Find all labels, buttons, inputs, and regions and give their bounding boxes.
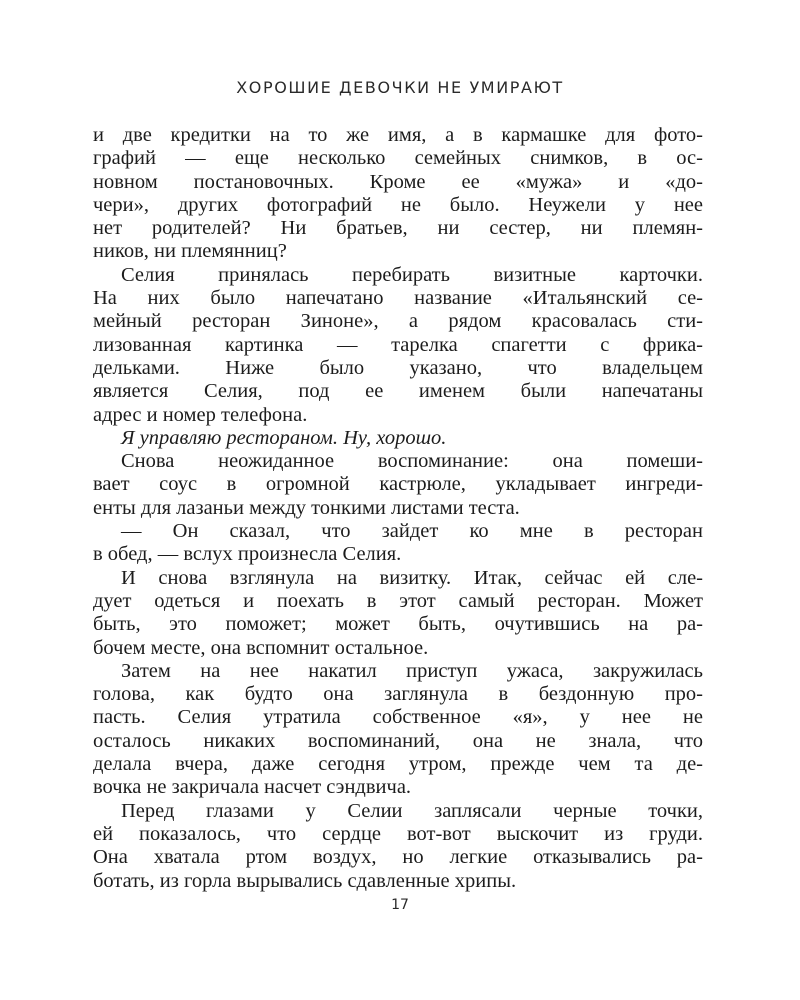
text-line: ей показалось, что сердце вот-вот выскочит из груди. <box>93 822 703 845</box>
text-line: быть, это поможет; может быть, очутившись на ра- <box>93 613 703 636</box>
text-line: адрес и номер телефона. <box>93 403 308 426</box>
running-head: ХОРОШИЕ ДЕВОЧКИ НЕ УМИРАЮТ <box>236 78 564 97</box>
text-line: делала вчера, даже сегодня утром, прежде чем та де- <box>93 753 703 776</box>
text-line: голова, как будто она заглянула в бездонную про- <box>93 683 703 706</box>
text-line: бочем месте, она вспомнит остальное. <box>93 636 429 659</box>
text-line: лизованная картинка — тарелка спагетти с фрика- <box>93 333 703 356</box>
text-line: вает соус в огромной кастрюле, укладывает ингреди- <box>93 473 703 496</box>
text-line: На них было напечатано название «Итальянский се- <box>93 287 703 310</box>
text-line: нет родителей? Ни братьев, ни сестер, ни племян- <box>93 217 703 240</box>
text-line: в обед, — вслух произнесла Селия. <box>93 543 402 566</box>
text-line: И снова взглянула на визитку. Итак, сейчас ей сле- <box>121 566 703 589</box>
text-line: и две кредитки на то же имя, а в кармашке для фото- <box>93 124 703 146</box>
text-line: — Он сказал, что зайдет ко мне в ресторан <box>121 520 703 543</box>
text-line: является Селия, под ее именем были напечатаны <box>93 380 703 403</box>
text-line: дельками. Ниже было указано, что владельцем <box>93 356 703 379</box>
text-line: енты для лазаньи между тонкими листами теста. <box>93 496 520 519</box>
text-line: Я управляю рестораном. Ну, хорошо. <box>121 426 447 449</box>
text-line: чери», других фотографий не было. Неужели у нее <box>93 193 703 216</box>
text-line: вочка не закричала насчет сэндвича. <box>93 776 412 799</box>
text-line: пасть. Селия утратила собственное «я», у нее не <box>93 706 703 729</box>
text-line: Она хватала ртом воздух, но легкие отказывались ра- <box>93 846 703 869</box>
text-line: Перед глазами у Селии заплясали черные точки, <box>121 799 703 822</box>
text-line: ников, ни племянниц? <box>93 240 287 263</box>
text-line: дует одеться и поехать в этот самый ресторан. Может <box>93 589 703 612</box>
text-line: осталось никаких воспоминаний, она не знала, что <box>93 729 703 752</box>
text-line: Снова неожиданное воспоминание: она помеши- <box>121 450 703 473</box>
page-number: 17 <box>391 897 409 913</box>
text-line: Затем на нее накатил приступ ужаса, закружилась <box>121 659 703 682</box>
text-line: Селия принялась перебирать визитные карточки. <box>121 263 703 286</box>
body-text <box>93 124 703 893</box>
text-line: мейный ресторан Зиноне», а рядом красовалась сти- <box>93 310 703 333</box>
text-line: графий — еще несколько семейных снимков, в ос- <box>93 147 703 170</box>
text-line: новном постановочных. Кроме ее «мужа» и «до- <box>93 170 703 193</box>
text-line: ботать, из горла вырывались сдавленные хрипы. <box>93 869 517 892</box>
